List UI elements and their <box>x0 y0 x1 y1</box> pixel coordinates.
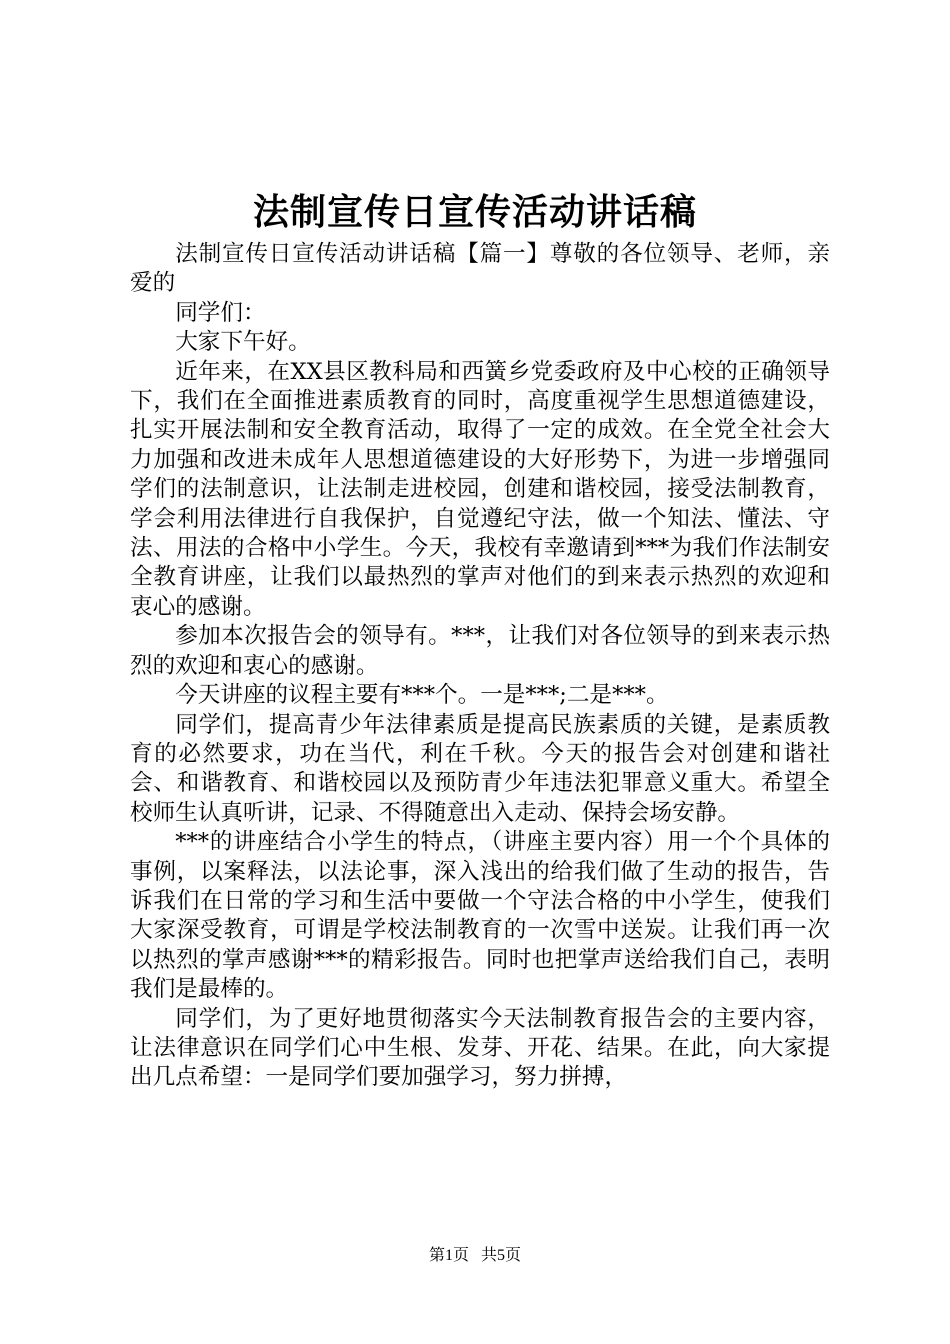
paragraph: 同学们，提高青少年法律素质是提高民族素质的关键，是素质教育的必然要求，功在当代，利在千秋。今天的报告会对创建和谐社会、和谐教育、和谐校园以及预防青少年违法犯罪意义重大。希望全校师生认真听讲，记录、不得随意出入走动、保持会场安静。 <box>130 711 830 826</box>
paragraph: 同学们，为了更好地贯彻落实今天法制教育报告会的主要内容，让法律意识在同学们心中生根、发芽、开花、结果。在此，向大家提出几点希望：一是同学们要加强学习，努力拼搏， <box>130 1005 830 1091</box>
paragraph: 大家下午好。 <box>175 329 311 356</box>
paragraph: 近年来，在XX县区教科局和西簧乡党委政府及中心校的正确领导下，我们在全面推进素质教育的同时，高度重视学生思想道德建设，扎实开展法制和安全教育活动，取得了一定的成效。在全党全社会大力加强和改进未成年人思想道德建设的大好形势下，为进一步增强同学们的法制意识，让法制走进校园，创建和谐校园，接受法制教育，学会利用法律进行自我保护，自觉遵纪守法，做一个知法、懂法、守法、用法的合格中小学生。今天，我校有幸邀请到***为我们作法制安全教育讲座，让我们以最热烈的掌声对他们的到来表示热烈的欢迎和衷心的感谢。 <box>130 358 830 620</box>
paragraph: 同学们： <box>175 299 266 326</box>
page-total: 共5页 <box>481 1247 522 1264</box>
page-number: 第1页 <box>428 1247 469 1264</box>
document-title: 法制宣传日宣传活动讲话稿 <box>252 191 697 233</box>
page-footer <box>0 1242 950 1265</box>
document-body <box>130 240 830 1093</box>
paragraph: 法制宣传日宣传活动讲话稿【篇一】尊敬的各位领导、老师，亲爱的 <box>130 241 830 297</box>
paragraph: 参加本次报告会的领导有。***，让我们对各位领导的到来表示热烈的欢迎和衷心的感谢。 <box>130 623 830 679</box>
paragraph: 今天讲座的议程主要有***个。一是***;二是***。 <box>175 682 669 709</box>
paragraph: ***的讲座结合小学生的特点，（讲座主要内容）用一个个具体的事例，以案释法，以法论事，深入浅出的给我们做了生动的报告，告诉我们在日常的学习和生活中要做一个守法合格的中小学生，使我们大家深受教育，可谓是学校法制教育的一次雪中送炭。让我们再一次以热烈的掌声感谢***的精彩报告。同时也把掌声送给我们自己，表明我们是最棒的。 <box>130 829 830 1003</box>
